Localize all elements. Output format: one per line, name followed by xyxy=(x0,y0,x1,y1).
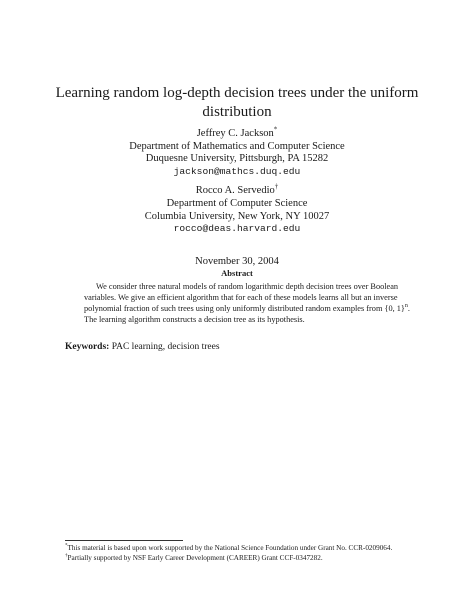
author-footnote-mark-1: * xyxy=(273,125,278,134)
footnote-1: *This material is based upon work supported by the National Science Foundation under Grant No. CCR-0209064. xyxy=(65,543,393,552)
footnote-rule xyxy=(65,540,183,541)
abstract-line-3: polynomial fraction of such trees using only uniformly distributed random examples from {0, 1}$^n$. xyxy=(84,303,410,313)
author-name-1: Jeffrey C. Jackson* xyxy=(196,125,278,139)
footnote-mark-2: † xyxy=(65,553,68,559)
abstract-body xyxy=(84,281,410,325)
footnotes xyxy=(65,543,392,563)
footnote-mark-1: * xyxy=(65,543,68,549)
author-affiliation-1b: Duquesne University, Pittsburgh, PA 15282 xyxy=(145,153,329,165)
author-block xyxy=(40,125,434,236)
paper-date: November 30, 2004 xyxy=(195,256,279,267)
author-affiliation-2b: Columbia University, New York, NY 10027 xyxy=(144,210,330,222)
author-name-2: Rocco A. Servedio† xyxy=(195,182,279,197)
paper-title xyxy=(40,84,434,122)
abstract-heading: Abstract xyxy=(221,268,253,278)
keywords-text: PAC learning, decision trees xyxy=(111,342,220,352)
keywords xyxy=(65,342,220,352)
abstract-superscript: n xyxy=(404,303,408,310)
abstract-line-4: The learning algorithm constructs a decision tree as its hypothesis. xyxy=(84,315,305,324)
title-line-2: distribution xyxy=(202,104,272,120)
author-email-1: jackson@mathcs.duq.edu xyxy=(173,165,301,177)
abstract-line-2: variables. We give an efficient algorithm that for each of these models learns all but an inverse xyxy=(84,293,398,302)
author-footnote-mark-2: † xyxy=(274,182,279,191)
footnote-2: †Partially supported by NSF Early Career Development (CAREER) Grant CCF-0347282. xyxy=(65,553,323,562)
abstract-line-1: We consider three natural models of random logarithmic depth decision trees over Boolean xyxy=(96,282,399,291)
title-line-1: Learning random log-depth decision trees under the uniform xyxy=(55,85,419,101)
author-email-2: rocco@deas.harvard.edu xyxy=(173,223,301,235)
author-affiliation-2a: Department of Computer Science xyxy=(166,197,308,209)
author-affiliation-1a: Department of Mathematics and Computer Science xyxy=(129,140,345,152)
keywords-label: Keywords: xyxy=(65,342,110,352)
